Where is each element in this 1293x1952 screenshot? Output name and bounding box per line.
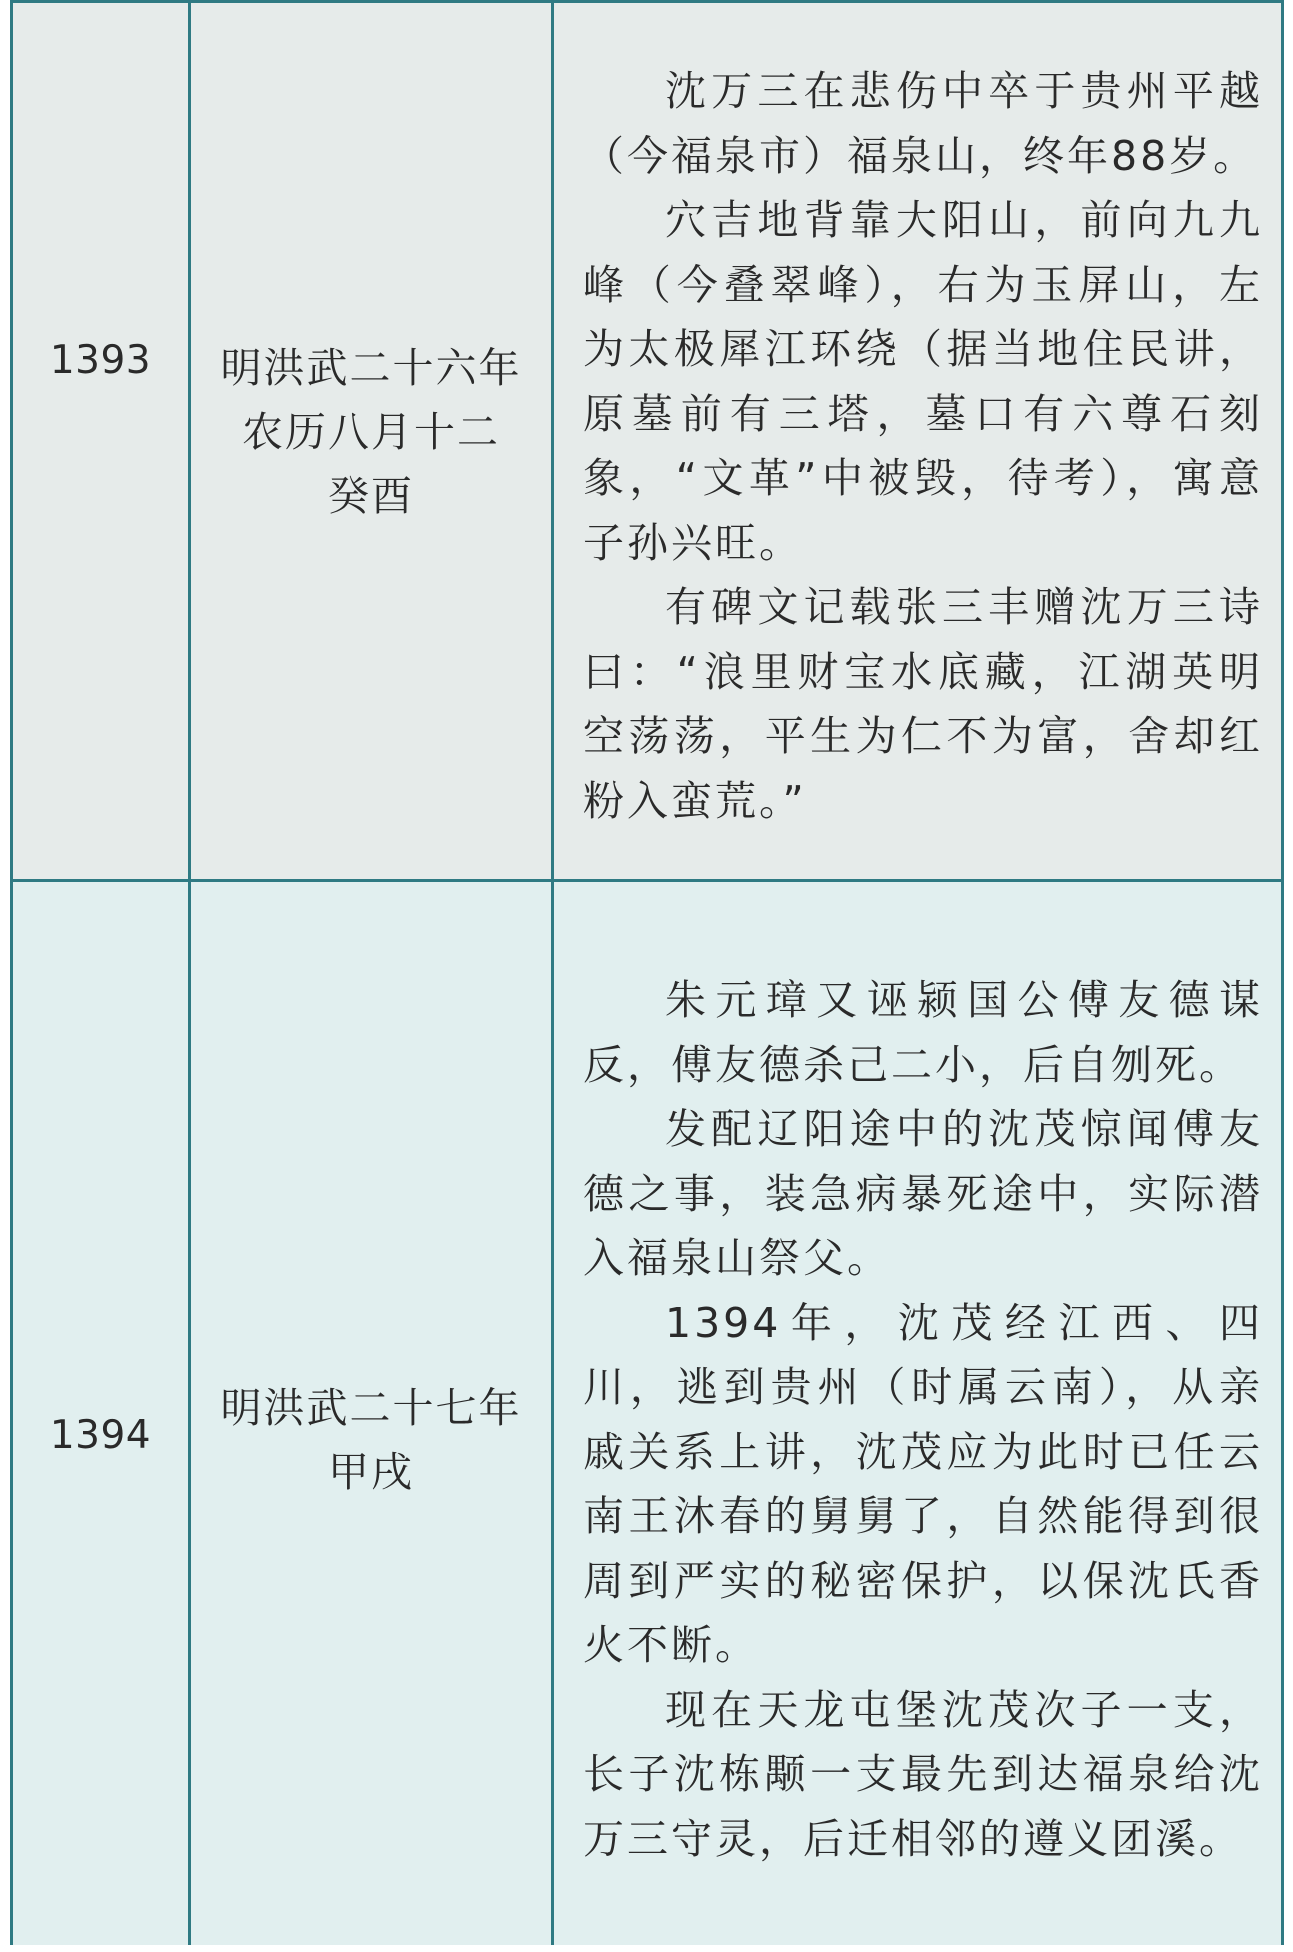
event-paragraph: 朱元璋又诬颍国公傅友德谋反，傅友德杀己二小，后自刎死。 (583, 976, 1263, 1089)
table-row (13, 3, 1281, 879)
year-cell (13, 882, 191, 1945)
event-paragraph: 1394年，沈茂经江西、四川，逃到贵州（时属云南），从亲戚关系上讲，沈茂应为此时已任云南王沐春的舅舅了，自然能得到很周到严实的秘密保护，以保沈氏香火不断。 (583, 1298, 1263, 1669)
event-text (583, 968, 1263, 1871)
event-paragraph: 沈万三在悲伤中卒于贵州平越（今福泉市）福泉山，终年88岁。 (583, 67, 1263, 180)
year-cell (13, 3, 191, 879)
event-paragraph: 发配辽阳途中的沈茂惊闻傅友德之事，装急病暴死途中，实际潜入福泉山祭父。 (583, 1105, 1263, 1282)
year-value: 1394 (49, 1413, 152, 1458)
year-value: 1393 (49, 338, 152, 383)
chronology-table (10, 0, 1284, 1945)
event-paragraph: 现在天龙屯堡沈茂次子一支，长子沈栋颙一支最先到达福泉给沈万三守灵，后迁相邻的遵义团溪。 (583, 1685, 1263, 1863)
event-cell (554, 3, 1281, 879)
event-paragraph: 穴吉地背靠大阳山，前向九九峰（今叠翠峰），右为玉屏山，左为太极犀江环绕（据当地住民讲，原墓前有三塔，墓口有六尊石刻象，“文革”中被毁，待考），寓意子孙兴旺。 (583, 196, 1263, 567)
table-row (13, 879, 1281, 1945)
era-text (191, 1376, 551, 1504)
era-line: 甲戌 (328, 1448, 414, 1496)
era-cell (191, 882, 554, 1945)
era-line: 明洪武二十七年 (220, 1384, 522, 1432)
era-text (191, 336, 551, 528)
event-cell (554, 882, 1281, 1945)
era-line: 明洪武二十六年 (220, 344, 522, 392)
era-line: 癸酉 (328, 472, 414, 520)
era-line: 农历八月十二 (242, 408, 500, 456)
event-paragraph: 有碑文记载张三丰赠沈万三诗曰：“浪里财宝水底藏，江湖英明空荡荡，平生为仁不为富，舍却红粉入蛮荒。” (583, 583, 1263, 825)
event-text (583, 59, 1263, 833)
era-cell (191, 3, 554, 879)
